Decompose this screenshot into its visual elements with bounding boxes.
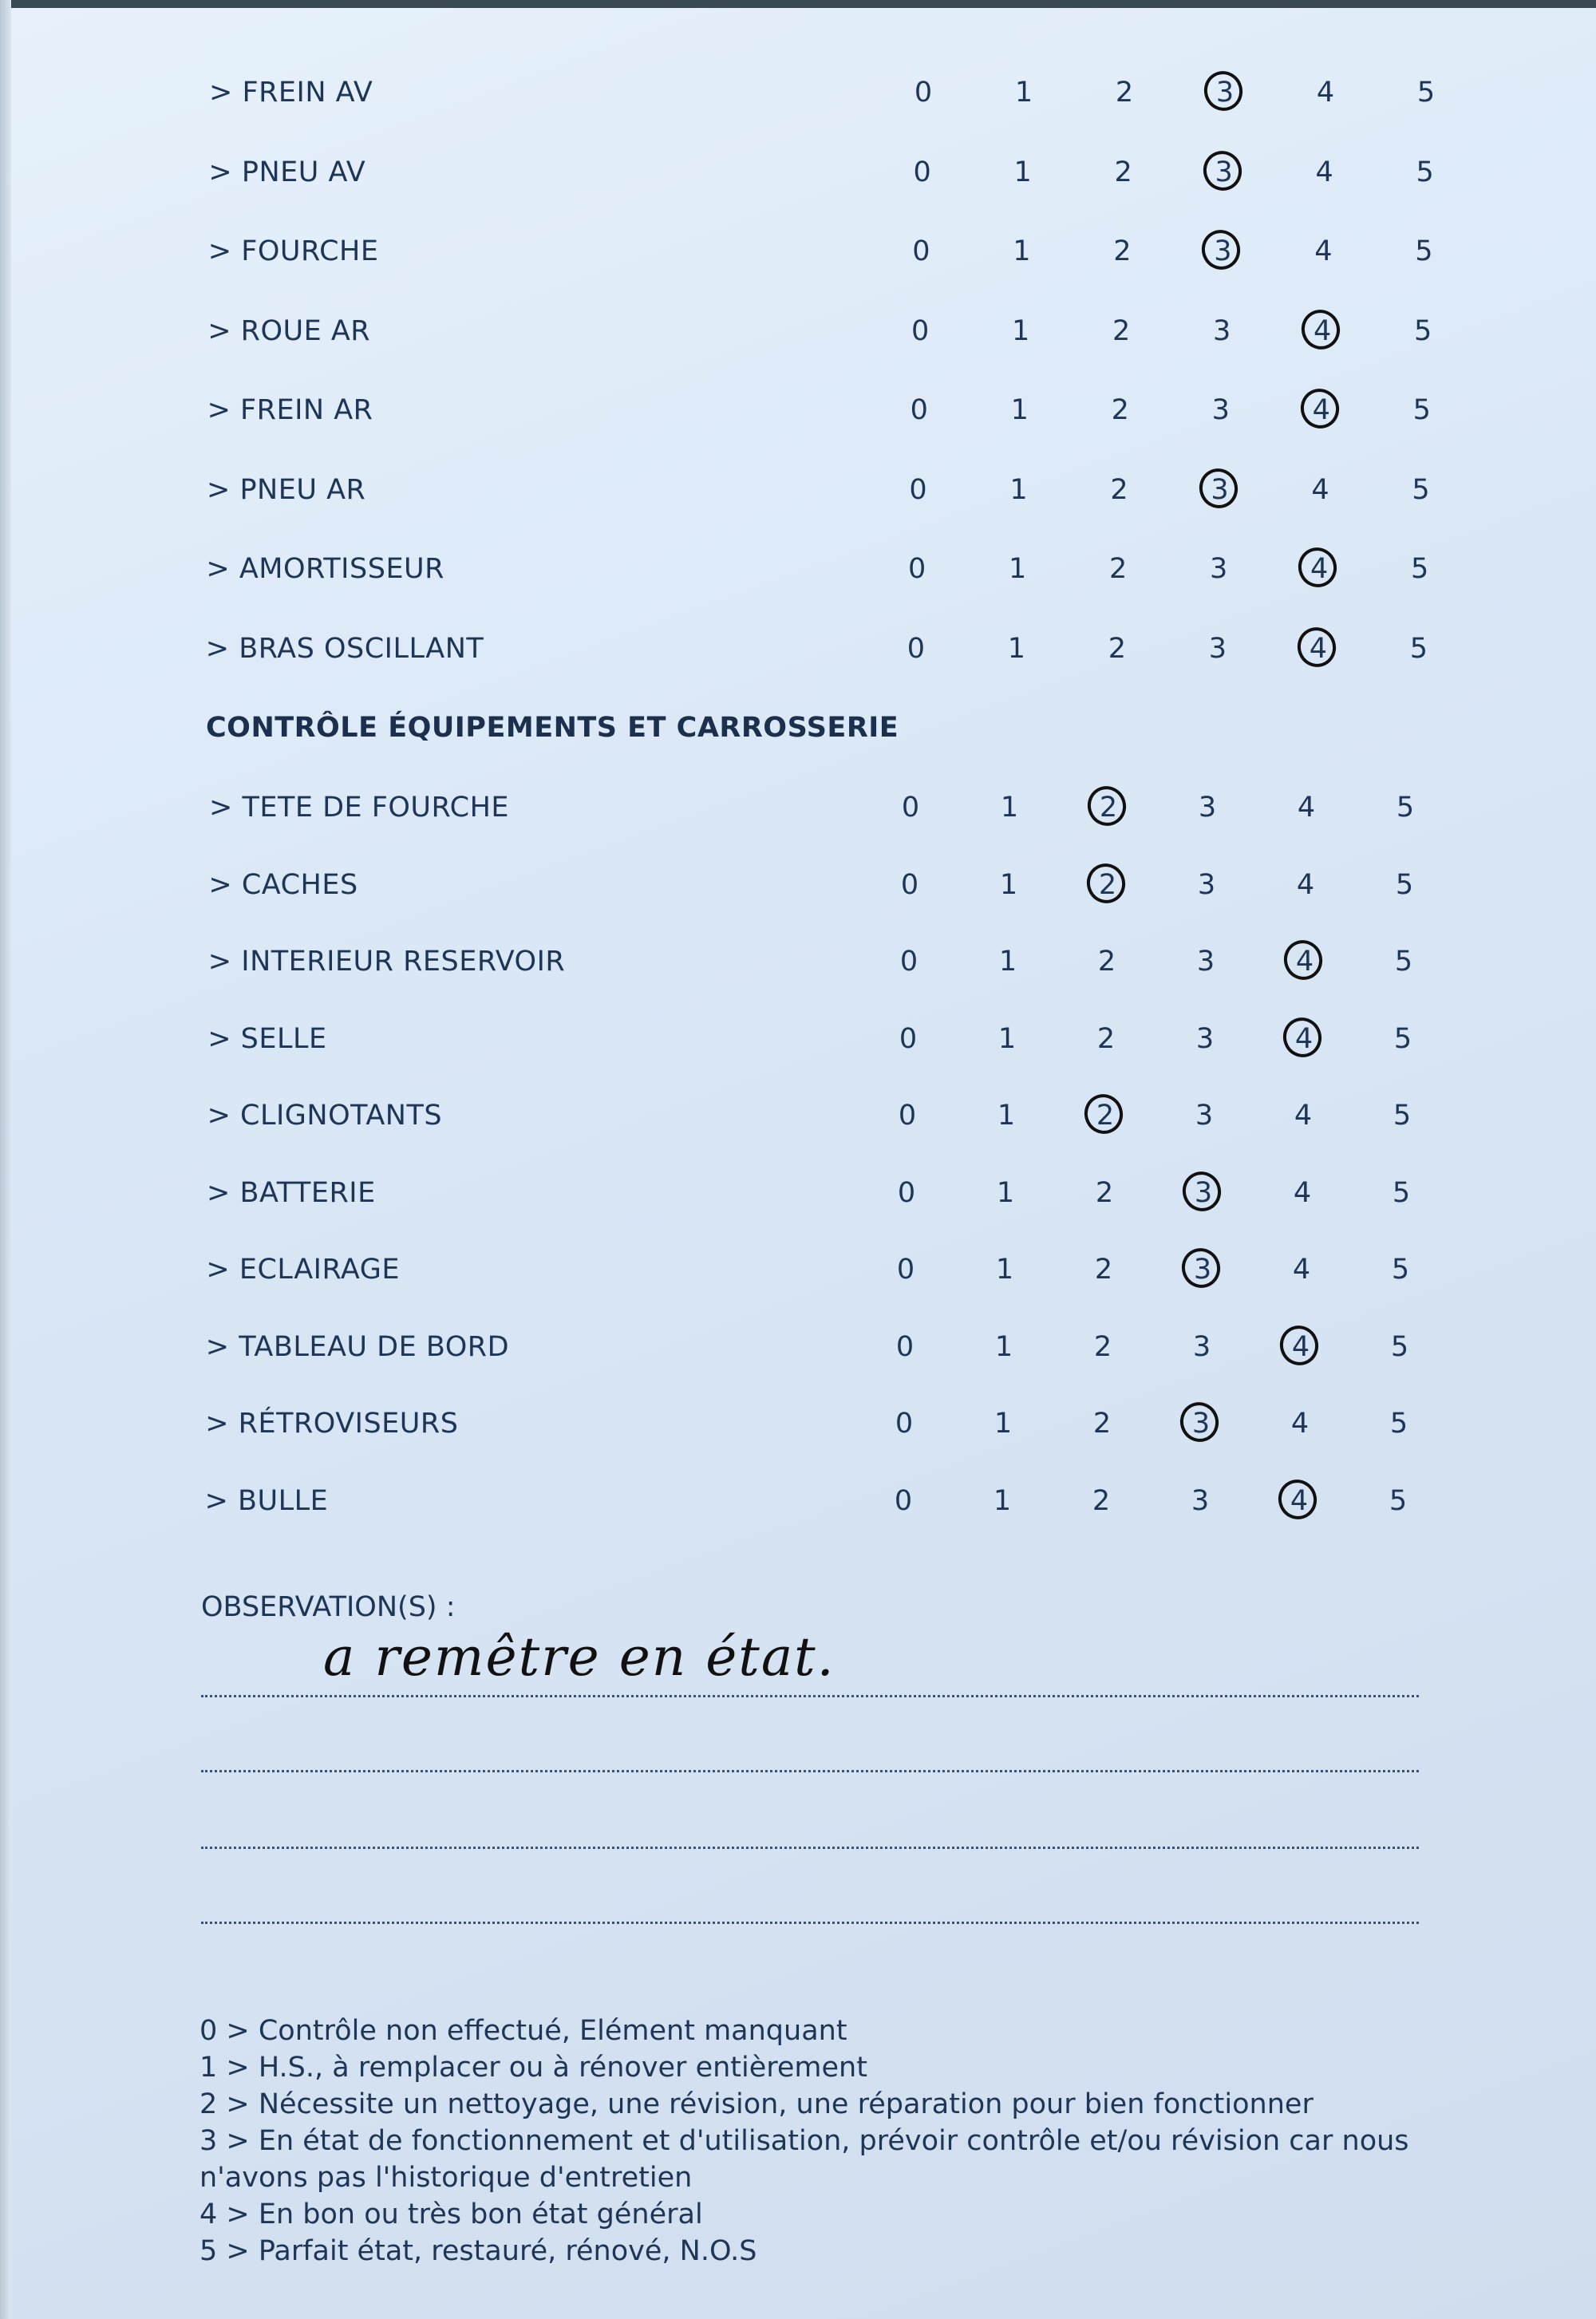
score-option[interactable]: 0 (895, 1330, 915, 1363)
score-option[interactable]: 0 (895, 1408, 914, 1440)
score-option[interactable]: 2 (1097, 946, 1116, 978)
score-option[interactable]: 4 (1290, 1408, 1310, 1440)
score-option[interactable]: 3 (1195, 1022, 1215, 1055)
score-option[interactable]: 5 (1411, 553, 1429, 585)
observations-label: OBSERVATION(S) : (201, 1591, 456, 1623)
checklist-row (0, 784, 1596, 832)
checklist-row (0, 1400, 1596, 1448)
score-option[interactable]: 1 (1000, 792, 1019, 824)
checklist-row (0, 69, 1596, 117)
checklist-item-label: > CACHES (208, 868, 358, 901)
checklist-item-label: > ROUE AR (207, 314, 371, 347)
score-option[interactable]: 1 (999, 868, 1018, 901)
checklist-row (0, 1169, 1596, 1217)
score-option[interactable]: 0 (912, 235, 930, 267)
score-option-circled[interactable]: 3 (1177, 1400, 1225, 1448)
score-option[interactable]: 3 (1212, 314, 1231, 347)
score-option-circled[interactable]: 4 (1298, 386, 1345, 434)
score-option[interactable]: 1 (994, 1408, 1013, 1440)
checklist-item-label: > RÉTROVISEURS (205, 1408, 459, 1440)
checklist-item-label: > PNEU AV (208, 156, 366, 188)
score-option[interactable]: 1 (995, 1254, 1014, 1286)
score-option[interactable]: 3 (1192, 1330, 1211, 1363)
checklist-row (0, 1477, 1596, 1525)
score-option[interactable]: 1 (998, 946, 1017, 978)
score-option[interactable]: 1 (1009, 553, 1027, 585)
score-option[interactable]: 1 (1007, 632, 1026, 665)
observation-line[interactable] (201, 1770, 1419, 1772)
score-option[interactable]: 0 (901, 792, 920, 824)
checklist-item-label: > BULLE (204, 1484, 329, 1517)
checklist-row (0, 625, 1596, 673)
score-option[interactable]: 2 (1113, 235, 1132, 267)
observation-line[interactable] (201, 1695, 1419, 1697)
score-option[interactable]: 0 (911, 314, 930, 347)
legend-line: 2 > Nécessite un nettoyage, une révision, une réparation pour bien fonctionner (200, 2088, 1314, 2120)
checklist-row (0, 1323, 1596, 1371)
checklist-item-label: > CLIGNOTANTS (207, 1100, 443, 1132)
score-option-circled[interactable]: 2 (1084, 861, 1132, 909)
checklist-item-label: > FOURCHE (207, 235, 379, 267)
score-option-circled[interactable]: 4 (1277, 1323, 1325, 1371)
checklist-row (0, 1015, 1596, 1063)
score-option[interactable]: 3 (1211, 394, 1230, 426)
score-option[interactable]: 2 (1110, 473, 1128, 506)
paper-top-edge (0, 0, 1596, 8)
score-option-circled[interactable]: 3 (1200, 148, 1248, 196)
checklist-item-label: > BRAS OSCILLANT (205, 632, 484, 665)
checklist-item-label: > TABLEAU DE BORD (205, 1330, 510, 1363)
score-option[interactable]: 0 (897, 1176, 916, 1209)
score-option-circled[interactable]: 4 (1281, 938, 1329, 986)
score-option[interactable]: 3 (1198, 792, 1217, 824)
score-option[interactable]: 2 (1108, 632, 1127, 665)
score-option[interactable]: 0 (899, 946, 918, 978)
checklist-item-label: > BATTERIE (207, 1176, 376, 1209)
score-option[interactable]: 5 (1391, 1254, 1410, 1286)
score-option[interactable]: 5 (1389, 1484, 1408, 1517)
observation-line[interactable] (201, 1847, 1419, 1849)
score-option[interactable]: 1 (998, 1022, 1017, 1055)
checklist-row (0, 545, 1596, 593)
section-heading-equipment: CONTRÔLE ÉQUIPEMENTS ET CARROSSERIE (206, 712, 899, 744)
score-option[interactable]: 1 (1011, 314, 1030, 347)
score-option[interactable]: 3 (1195, 1100, 1214, 1132)
score-option[interactable]: 5 (1416, 156, 1434, 188)
checklist-row (0, 938, 1596, 986)
score-option[interactable]: 1 (1013, 235, 1031, 267)
score-option[interactable]: 0 (899, 1022, 918, 1055)
score-option[interactable]: 3 (1208, 632, 1227, 665)
score-option[interactable]: 5 (1412, 394, 1431, 426)
checklist-item-label: > TETE DE FOURCHE (209, 792, 509, 824)
score-option[interactable]: 0 (914, 77, 933, 109)
checklist-item-label: > FREIN AR (207, 394, 373, 426)
checklist-item-label: > INTERIEUR RESERVOIR (207, 946, 566, 978)
score-option[interactable]: 1 (1009, 473, 1028, 506)
score-option-circled[interactable]: 2 (1081, 1092, 1129, 1140)
checklist-row (0, 1092, 1596, 1140)
score-legend (200, 2013, 1444, 2270)
score-option[interactable]: 3 (1196, 946, 1215, 978)
score-option-circled[interactable]: 3 (1179, 1246, 1227, 1294)
score-option[interactable]: 2 (1094, 1254, 1113, 1286)
checklist-row (0, 386, 1596, 434)
score-option-circled[interactable]: 4 (1280, 1015, 1328, 1063)
checklist-row (0, 1246, 1596, 1294)
score-option[interactable]: 4 (1316, 77, 1335, 109)
score-option[interactable]: 0 (894, 1484, 913, 1517)
score-option[interactable]: 0 (910, 394, 928, 426)
score-option[interactable]: 4 (1314, 235, 1333, 267)
score-option[interactable]: 0 (907, 632, 926, 665)
checklist-row (0, 861, 1596, 909)
checklist-row (0, 466, 1596, 514)
score-option[interactable]: 4 (1294, 1100, 1313, 1132)
score-option[interactable]: 1 (997, 1100, 1016, 1132)
score-option[interactable]: 5 (1390, 1330, 1409, 1363)
score-option[interactable]: 1 (993, 1484, 1012, 1517)
legend-line: 1 > H.S., à remplacer ou à rénover entièrement (200, 2052, 867, 2084)
checklist-row (0, 148, 1596, 196)
score-option[interactable]: 0 (908, 553, 926, 585)
score-option[interactable]: 5 (1416, 77, 1436, 109)
score-option[interactable]: 5 (1409, 632, 1428, 665)
checklist-item-label: > FREIN AV (209, 77, 373, 109)
score-option-circled[interactable]: 4 (1294, 625, 1342, 673)
score-option[interactable]: 5 (1393, 1022, 1412, 1055)
score-option[interactable]: 0 (896, 1254, 915, 1286)
score-option-circled[interactable]: 3 (1196, 466, 1244, 514)
score-option-circled[interactable]: 3 (1199, 227, 1246, 275)
score-option[interactable]: 1 (1013, 156, 1032, 188)
legend-line: 4 > En bon ou très bon état général (200, 2199, 703, 2230)
score-option[interactable]: 2 (1114, 156, 1132, 188)
score-option[interactable]: 2 (1093, 1330, 1112, 1363)
score-option[interactable]: 1 (1010, 394, 1029, 426)
score-option[interactable]: 2 (1111, 394, 1129, 426)
score-option[interactable]: 4 (1296, 868, 1315, 901)
score-option[interactable]: 4 (1311, 473, 1329, 506)
legend-line: n'avons pas l'historique d'entretien (200, 2162, 693, 2194)
score-option[interactable]: 5 (1389, 1408, 1408, 1440)
score-option-circled[interactable]: 4 (1295, 545, 1343, 593)
score-option[interactable]: 4 (1297, 792, 1316, 824)
legend-line: 5 > Parfait état, restauré, rénové, N.O.S (200, 2235, 757, 2267)
score-option[interactable]: 2 (1096, 1022, 1116, 1055)
score-option[interactable]: 4 (1315, 156, 1333, 188)
score-option[interactable]: 3 (1210, 553, 1228, 585)
score-option[interactable]: 2 (1092, 1408, 1112, 1440)
checklist-item-label: > ECLAIRAGE (206, 1254, 400, 1286)
score-option[interactable]: 0 (909, 473, 927, 506)
score-option[interactable]: 5 (1392, 1176, 1411, 1209)
score-option-circled[interactable]: 4 (1298, 307, 1346, 355)
handwritten-observation: a remêtre en état. (323, 1626, 836, 1688)
score-option[interactable]: 1 (994, 1330, 1013, 1363)
score-option[interactable]: 2 (1112, 314, 1131, 347)
score-option[interactable]: 5 (1393, 1100, 1412, 1132)
score-option-circled[interactable]: 3 (1179, 1169, 1227, 1217)
checklist-item-label: > SELLE (207, 1022, 327, 1055)
score-option[interactable]: 1 (996, 1176, 1015, 1209)
score-option[interactable]: 4 (1293, 1176, 1312, 1209)
score-option[interactable]: 4 (1292, 1254, 1311, 1286)
score-option[interactable]: 0 (898, 1100, 917, 1132)
score-option[interactable]: 5 (1412, 473, 1430, 506)
checklist-item-label: > PNEU AR (207, 473, 366, 506)
checklist-row (0, 227, 1596, 275)
legend-line: 3 > En état de fonctionnement et d'utilisation, prévoir contrôle et/ou révision car nous (200, 2125, 1409, 2157)
score-option[interactable]: 0 (900, 868, 919, 901)
score-option-circled[interactable]: 2 (1084, 784, 1132, 832)
legend-line: 0 > Contrôle non effectué, Elément manquant (200, 2015, 847, 2047)
score-option[interactable]: 5 (1413, 314, 1432, 347)
score-option[interactable]: 3 (1191, 1484, 1210, 1517)
score-option-circled[interactable]: 3 (1201, 69, 1249, 117)
score-option[interactable]: 2 (1092, 1484, 1111, 1517)
checklist-row (0, 307, 1596, 355)
score-option[interactable]: 5 (1395, 868, 1414, 901)
score-option[interactable]: 2 (1109, 553, 1128, 585)
score-option[interactable]: 3 (1197, 868, 1216, 901)
checklist-item-label: > AMORTISSEUR (206, 553, 444, 585)
score-option[interactable]: 5 (1396, 792, 1415, 824)
score-option[interactable]: 5 (1415, 235, 1433, 267)
score-option[interactable]: 1 (1014, 77, 1033, 109)
score-option[interactable]: 0 (913, 156, 931, 188)
score-option[interactable]: 2 (1115, 77, 1134, 109)
score-option[interactable]: 5 (1394, 946, 1413, 978)
score-option-circled[interactable]: 4 (1275, 1477, 1323, 1525)
score-option[interactable]: 2 (1095, 1176, 1114, 1209)
observation-line[interactable] (201, 1922, 1419, 1924)
